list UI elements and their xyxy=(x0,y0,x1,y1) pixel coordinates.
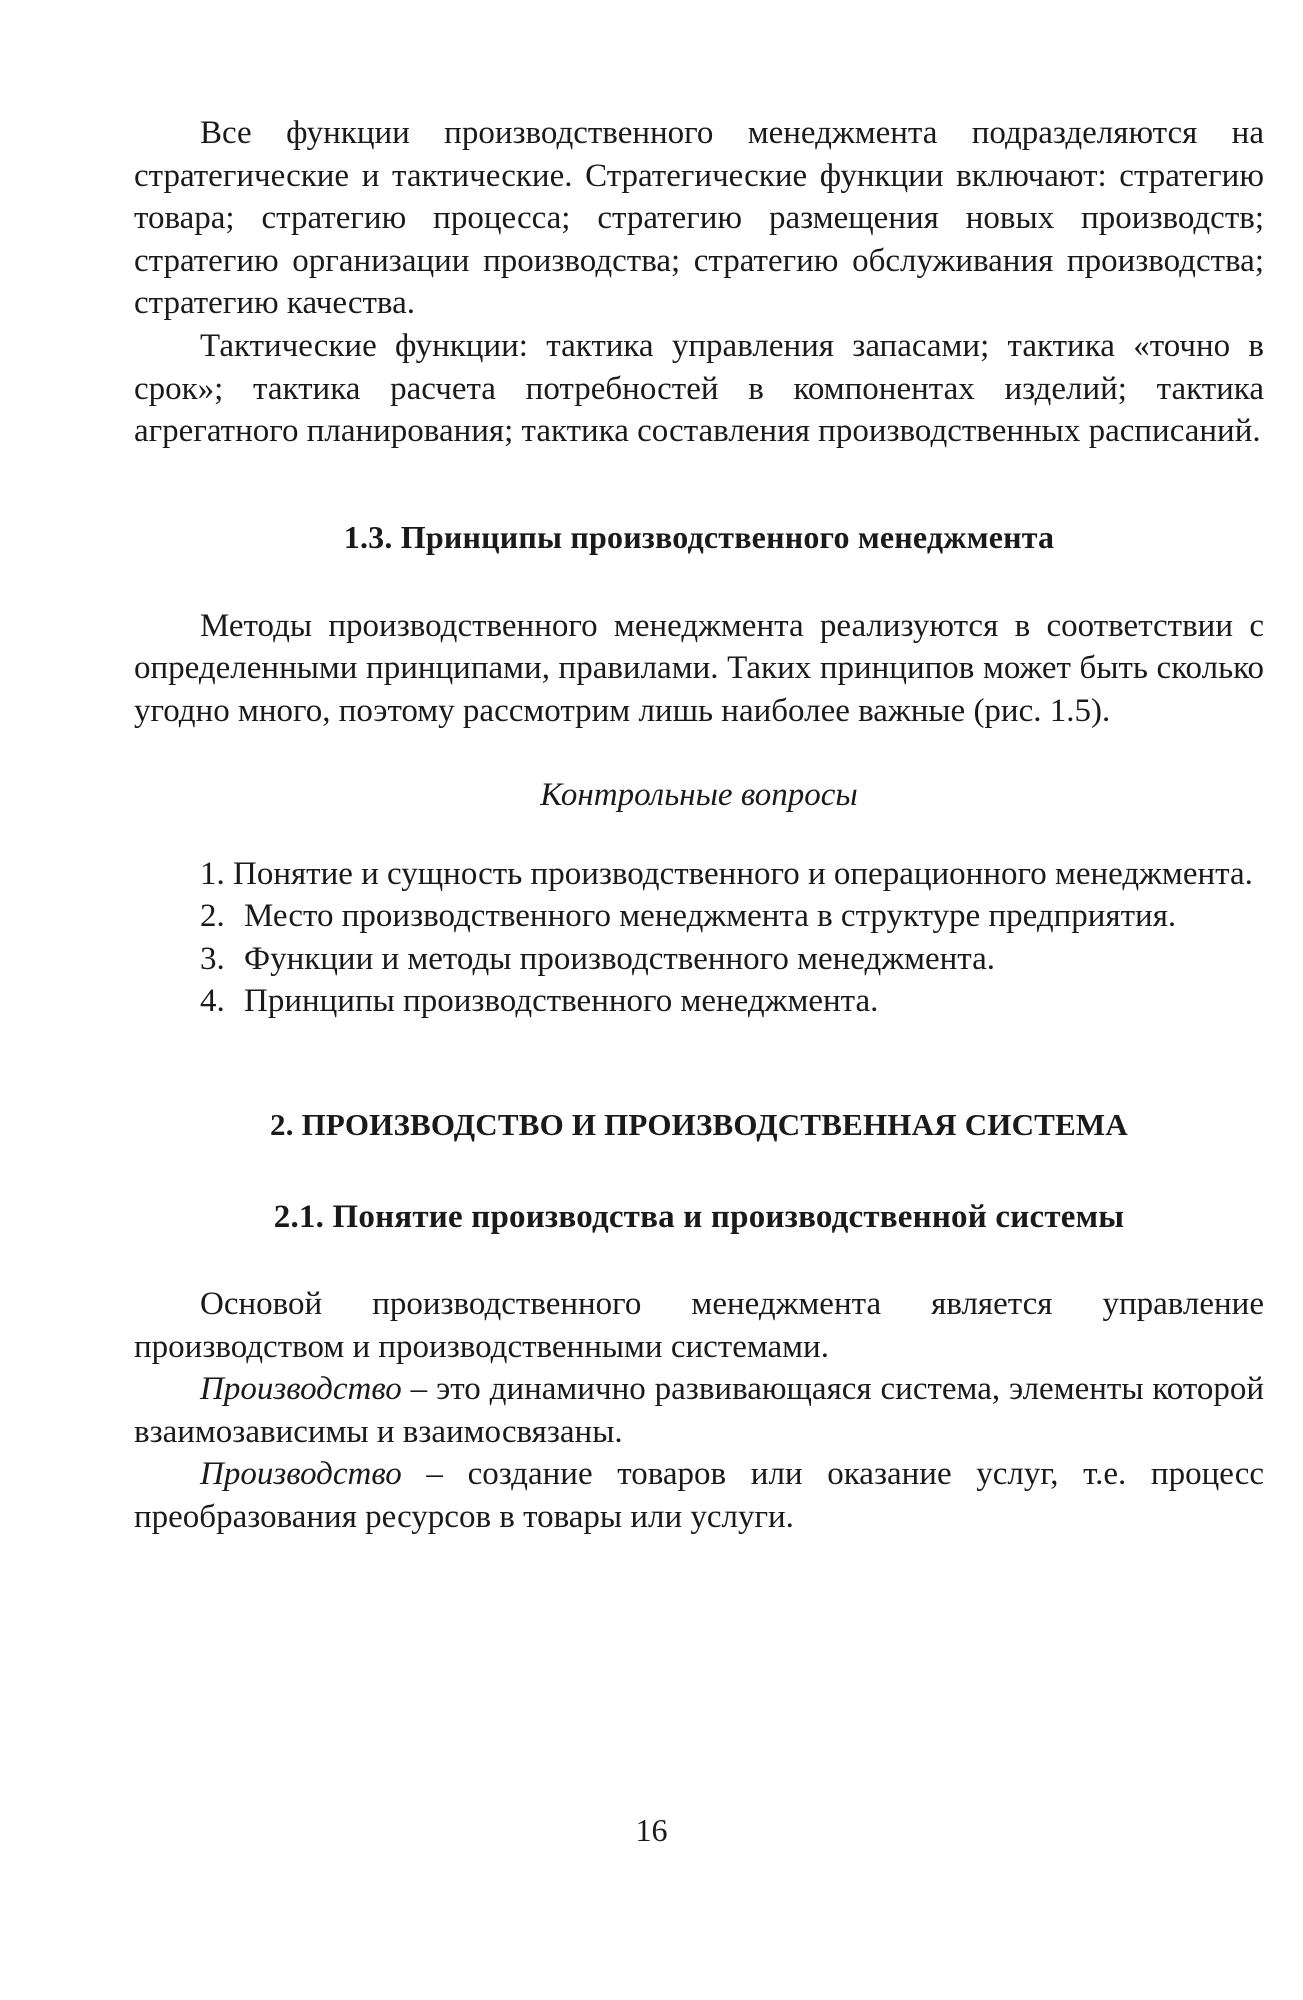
question-text: Место производственного менеджмента в структуре предприятия. xyxy=(244,898,1177,935)
definition-production-2 xyxy=(134,1453,1264,1538)
question-number: 4. xyxy=(200,983,225,1020)
question-number: 1. xyxy=(200,855,225,892)
question-text: Функции и методы производственного менеджмента. xyxy=(244,940,996,977)
definition-production-1 xyxy=(134,1368,1264,1453)
question-text: Принципы производственного менеджмента. xyxy=(244,983,879,1020)
review-question-item xyxy=(134,938,1264,981)
definition-text: – это динамично развивающаяся система, элементы которой взаимозависимы и взаимосвязаны. xyxy=(134,1371,1264,1450)
review-questions-list xyxy=(134,853,1264,1023)
definition-term: Производство xyxy=(200,1371,402,1408)
page-number: 16 xyxy=(635,1812,668,1848)
intro-paragraph-strategic: Все функции производственного менеджмента подразделяются на стратегические и тактические. Стратегические функции включают: стратегию товара; стратегию процесса; стратегию размещения новых производств; стратегию организации производства; стратегию обслуживания производства; стратегию качества. xyxy=(134,115,1264,322)
section-1-3-paragraph: Методы производственного менеджмента реализуются в соответствии с определенными принципами, правилами. Таких принципов может быть сколько угодно много, поэтому рассмотрим лишь наиболее важные (рис. 1.5). xyxy=(134,607,1264,729)
section-2-1-title: 2.1. Понятие производства и производственной системы xyxy=(273,1198,1125,1235)
section-2-1-paragraph: Основой производственного менеджмента является управление производством и производственными системами. xyxy=(134,1285,1264,1365)
review-question-item xyxy=(134,980,1264,1023)
question-text: Понятие и сущность производственного и операционного менеджмента. xyxy=(233,855,1253,892)
section-1-3-title: 1.3. Принципы производственного менеджмента xyxy=(343,518,1055,555)
review-question-item xyxy=(134,895,1264,938)
definition-term: Производство xyxy=(200,1456,402,1493)
chapter-2-title: 2. ПРОИЗВОДСТВО И ПРОИЗВОДСТВЕННАЯ СИСТЕМА xyxy=(270,1106,1128,1142)
review-question-item xyxy=(134,853,1264,896)
question-number: 3. xyxy=(200,940,225,977)
review-questions-title: Контрольные вопросы xyxy=(540,776,858,813)
question-number: 2. xyxy=(200,898,225,935)
page-body xyxy=(134,112,1264,1538)
definition-text: – создание товаров или оказание услуг, т.е. процесс преобразования ресурсов в товары или услуги. xyxy=(134,1456,1264,1535)
intro-paragraph-tactical: Тактические функции: тактика управления запасами; тактика «точно в срок»; тактика расчета потребностей в компонентах изделий; тактика агрегатного планирования; тактика составления производственных расписаний. xyxy=(134,327,1264,450)
